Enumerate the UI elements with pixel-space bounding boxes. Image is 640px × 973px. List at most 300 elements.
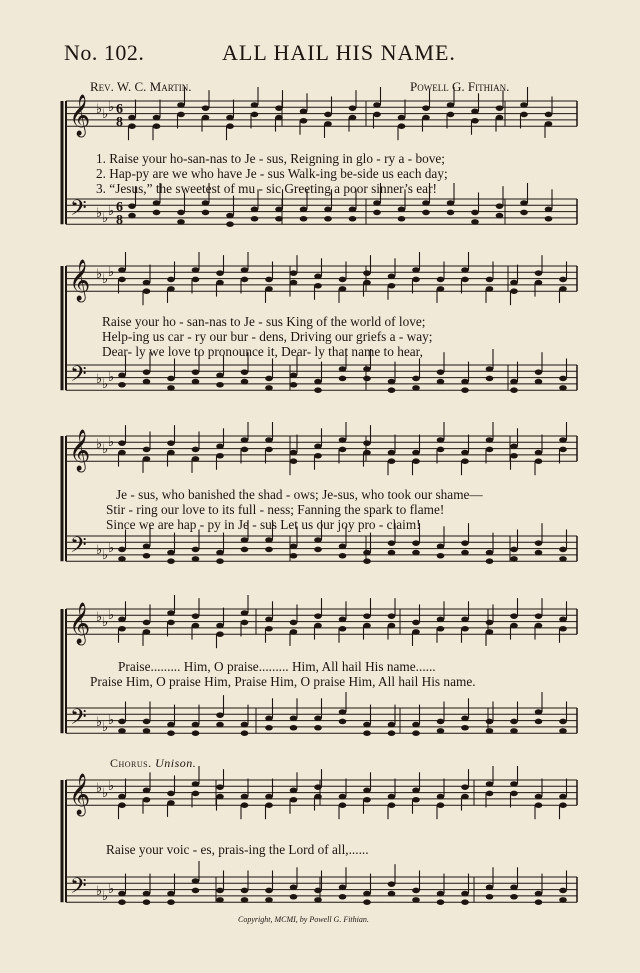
- bass-clef: 𝄢: [70, 196, 87, 226]
- note-head: [535, 540, 543, 546]
- note-head: [486, 719, 494, 725]
- note-head: [422, 115, 430, 121]
- note-head: [422, 210, 430, 216]
- note-head: [167, 558, 175, 564]
- note-head: [216, 722, 224, 728]
- note-head: [300, 216, 308, 222]
- note-head: [412, 730, 420, 736]
- note-head: [545, 207, 553, 213]
- note-head: [412, 620, 420, 626]
- note-head: [363, 450, 371, 456]
- note-head: [118, 277, 126, 283]
- note-head: [339, 447, 347, 453]
- note-head: [241, 537, 249, 543]
- note-head: [167, 800, 175, 806]
- note-head: [216, 270, 224, 276]
- note-head: [461, 450, 469, 456]
- note-head: [437, 802, 445, 808]
- note-head: [241, 447, 249, 453]
- note-head: [290, 885, 298, 891]
- note-head: [192, 547, 200, 553]
- note-head: [447, 200, 455, 206]
- flat-icon: ♭: [102, 720, 109, 735]
- note-head: [143, 620, 151, 626]
- note-head: [398, 216, 406, 222]
- note-head: [510, 556, 518, 562]
- note-head: [535, 891, 543, 897]
- note-head: [412, 629, 420, 635]
- note-head: [226, 213, 234, 219]
- flat-icon: ♭: [102, 107, 109, 122]
- note-head: [177, 102, 185, 108]
- note-head: [486, 629, 494, 635]
- note-head: [388, 623, 396, 629]
- note-head: [373, 210, 381, 216]
- note-head: [314, 794, 322, 800]
- note-head: [422, 200, 430, 206]
- flat-icon: ♭: [102, 442, 109, 457]
- note-head: [437, 553, 445, 559]
- note-head: [216, 453, 224, 459]
- note-head: [275, 105, 283, 111]
- note-head: [447, 210, 455, 216]
- note-head: [128, 115, 136, 121]
- note-head: [216, 623, 224, 629]
- flat-icon: ♭: [102, 615, 109, 630]
- note-head: [265, 286, 273, 292]
- composer-credit: Powell G. Fithian.: [410, 79, 510, 94]
- note-head: [339, 286, 347, 292]
- note-head: [275, 216, 283, 222]
- bass-clef: 𝄢: [70, 705, 87, 735]
- note-head: [373, 200, 381, 206]
- note-head: [216, 550, 224, 556]
- note-head: [412, 788, 420, 794]
- note-head: [363, 730, 371, 736]
- note-head: [486, 620, 494, 626]
- note-head: [559, 556, 567, 562]
- note-head: [192, 556, 200, 562]
- note-head: [265, 447, 273, 453]
- note-head: [412, 267, 420, 273]
- flat-icon: ♭: [108, 608, 115, 623]
- note-head: [535, 899, 543, 905]
- flat-icon: ♭: [102, 548, 109, 563]
- note-head: [290, 788, 298, 794]
- note-head: [216, 444, 224, 450]
- note-head: [510, 791, 518, 797]
- treble-clef: 𝄞: [69, 430, 91, 471]
- note-head: [437, 626, 445, 632]
- note-head: [559, 888, 567, 894]
- note-head: [118, 617, 126, 623]
- note-head: [412, 376, 420, 382]
- note-head: [314, 453, 322, 459]
- note-head: [559, 897, 567, 903]
- flat-icon: ♭: [96, 781, 103, 796]
- note-head: [241, 794, 249, 800]
- note-head: [559, 277, 567, 283]
- note-head: [559, 617, 567, 623]
- bass-clef: 𝄢: [70, 874, 87, 904]
- flat-icon: ♭: [108, 779, 115, 794]
- author-credit: Rev. W. C. Martin.: [90, 79, 192, 94]
- time-signature-bottom: 8: [116, 115, 123, 130]
- note-head: [510, 781, 518, 787]
- note-head: [300, 109, 308, 115]
- note-head: [486, 437, 494, 443]
- note-head: [265, 277, 273, 283]
- note-head: [251, 102, 259, 108]
- bass-clef: 𝄢: [70, 362, 87, 392]
- note-head: [265, 437, 273, 443]
- note-head: [559, 794, 567, 800]
- note-head: [461, 626, 469, 632]
- note-head: [486, 366, 494, 372]
- note-head: [177, 112, 185, 118]
- note-head: [226, 123, 234, 129]
- note-head: [216, 712, 224, 718]
- note-head: [559, 376, 567, 382]
- note-head: [461, 277, 469, 283]
- flat-icon: ♭: [96, 543, 103, 558]
- flat-icon: ♭: [102, 272, 109, 287]
- note-head: [510, 379, 518, 385]
- note-head: [510, 547, 518, 553]
- note-head: [545, 121, 553, 127]
- flat-icon: ♭: [96, 884, 103, 899]
- note-head: [128, 123, 136, 129]
- lyric-line: 3. “Jesus,” the sweetest of mu - sic Greeting a poor sinner’s ear!: [96, 181, 437, 196]
- note-head: [437, 728, 445, 734]
- note-head: [437, 719, 445, 725]
- note-head: [226, 221, 234, 227]
- note-head: [447, 112, 455, 118]
- note-head: [510, 894, 518, 900]
- note-head: [216, 794, 224, 800]
- note-head: [496, 203, 504, 209]
- note-head: [437, 617, 445, 623]
- note-head: [314, 283, 322, 289]
- note-head: [290, 553, 298, 559]
- note-head: [510, 288, 518, 294]
- flat-icon: ♭: [108, 370, 115, 385]
- copyright-notice: Copyright, MCMI, by Powell G. Fithian.: [238, 915, 369, 924]
- note-head: [471, 219, 479, 225]
- note-head: [118, 373, 126, 379]
- note-head: [437, 891, 445, 897]
- flat-icon: ♭: [108, 713, 115, 728]
- note-head: [241, 369, 249, 375]
- note-head: [216, 888, 224, 894]
- note-head: [461, 267, 469, 273]
- note-head: [314, 897, 322, 903]
- flat-icon: ♭: [96, 267, 103, 282]
- lyric-line: Je - sus, who banished the shad - ows; Je-sus, who took our shame—: [116, 487, 483, 502]
- note-head: [510, 728, 518, 734]
- note-head: [265, 385, 273, 391]
- note-head: [143, 369, 151, 375]
- note-head: [412, 385, 420, 391]
- note-head: [177, 219, 185, 225]
- note-head: [167, 277, 175, 283]
- note-head: [535, 794, 543, 800]
- note-head: [290, 382, 298, 388]
- staff: [66, 101, 577, 126]
- note-head: [241, 722, 249, 728]
- note-head: [486, 550, 494, 556]
- note-head: [192, 277, 200, 283]
- note-head: [118, 891, 126, 897]
- note-head: [192, 878, 200, 884]
- note-head: [461, 794, 469, 800]
- note-head: [314, 274, 322, 280]
- note-head: [520, 210, 528, 216]
- note-head: [290, 544, 298, 550]
- note-head: [388, 730, 396, 736]
- note-head: [241, 267, 249, 273]
- note-head: [363, 550, 371, 556]
- flat-icon: ♭: [102, 377, 109, 392]
- note-head: [314, 888, 322, 894]
- note-head: [241, 802, 249, 808]
- note-head: [216, 784, 224, 790]
- note-head: [486, 277, 494, 283]
- note-head: [437, 794, 445, 800]
- note-head: [241, 547, 249, 553]
- note-head: [339, 366, 347, 372]
- note-head: [437, 369, 445, 375]
- note-head: [143, 288, 151, 294]
- note-head: [535, 802, 543, 808]
- note-head: [349, 207, 357, 213]
- note-head: [510, 623, 518, 629]
- note-head: [388, 722, 396, 728]
- note-head: [143, 629, 151, 635]
- note-head: [412, 540, 420, 546]
- note-head: [192, 369, 200, 375]
- note-head: [143, 797, 151, 803]
- note-head: [192, 781, 200, 787]
- note-head: [167, 550, 175, 556]
- note-head: [118, 899, 126, 905]
- note-head: [167, 385, 175, 391]
- note-head: [143, 456, 151, 462]
- note-head: [520, 200, 528, 206]
- lyric-line: Since we are hap - py in Je - sus Let us our joy pro - claim!: [106, 517, 421, 532]
- note-head: [265, 802, 273, 808]
- note-head: [314, 387, 322, 393]
- note-head: [290, 450, 298, 456]
- time-signature-top: 6: [116, 200, 123, 215]
- lyric-line: Praise Him, O praise Him, Praise Him, O praise Him, All hail His name.: [90, 674, 476, 689]
- note-head: [559, 802, 567, 808]
- note-head: [314, 725, 322, 731]
- note-head: [192, 267, 200, 273]
- note-head: [241, 610, 249, 616]
- note-head: [265, 725, 273, 731]
- note-head: [192, 722, 200, 728]
- lyric-line: Help-ing us car - ry our bur - dens, Driving our griefs a - way;: [102, 329, 433, 344]
- note-head: [290, 797, 298, 803]
- note-head: [314, 379, 322, 385]
- lyric-line: Praise......... Him, O praise......... Him, All hail His name......: [118, 659, 436, 674]
- note-head: [422, 105, 430, 111]
- note-head: [461, 617, 469, 623]
- note-head: [339, 544, 347, 550]
- note-head: [216, 631, 224, 637]
- note-head: [349, 115, 357, 121]
- note-head: [216, 382, 224, 388]
- note-head: [167, 791, 175, 797]
- note-head: [520, 112, 528, 118]
- note-head: [314, 613, 322, 619]
- hymn-number: No. 102.: [64, 40, 145, 65]
- note-head: [486, 885, 494, 891]
- note-head: [265, 626, 273, 632]
- note-head: [192, 888, 200, 894]
- note-head: [471, 118, 479, 124]
- lyric-line: Dear- ly we love to pronounce it, Dear- ly that name to hear,: [102, 344, 423, 359]
- note-head: [118, 450, 126, 456]
- note-head: [373, 112, 381, 118]
- note-head: [290, 270, 298, 276]
- note-head: [265, 716, 273, 722]
- note-head: [363, 376, 371, 382]
- note-head: [535, 623, 543, 629]
- note-head: [388, 458, 396, 464]
- note-head: [412, 458, 420, 464]
- flat-icon: ♭: [102, 786, 109, 801]
- note-head: [153, 200, 161, 206]
- note-head: [324, 216, 332, 222]
- note-head: [388, 891, 396, 897]
- note-head: [143, 891, 151, 897]
- flat-icon: ♭: [108, 265, 115, 280]
- note-head: [118, 719, 126, 725]
- note-head: [510, 453, 518, 459]
- note-head: [559, 286, 567, 292]
- note-head: [143, 788, 151, 794]
- treble-clef: 𝄞: [69, 774, 91, 815]
- note-head: [339, 553, 347, 559]
- note-head: [143, 447, 151, 453]
- note-head: [461, 716, 469, 722]
- note-head: [265, 617, 273, 623]
- note-head: [265, 537, 273, 543]
- note-head: [167, 722, 175, 728]
- note-head: [118, 267, 126, 273]
- note-head: [216, 897, 224, 903]
- note-head: [486, 376, 494, 382]
- treble-clef: 𝄞: [69, 95, 91, 136]
- note-head: [363, 280, 371, 286]
- note-head: [363, 613, 371, 619]
- treble-clef: 𝄞: [69, 260, 91, 301]
- flat-icon: ♭: [108, 882, 115, 897]
- chorus-label: [110, 756, 196, 771]
- note-head: [535, 550, 543, 556]
- note-head: [412, 550, 420, 556]
- time-signature-bottom: 8: [116, 213, 123, 228]
- note-head: [363, 366, 371, 372]
- flat-icon: ♭: [108, 435, 115, 450]
- note-head: [167, 440, 175, 446]
- note-head: [412, 277, 420, 283]
- note-head: [167, 286, 175, 292]
- note-head: [192, 791, 200, 797]
- note-head: [153, 210, 161, 216]
- note-head: [535, 270, 543, 276]
- note-head: [373, 102, 381, 108]
- note-head: [520, 102, 528, 108]
- note-head: [437, 544, 445, 550]
- note-head: [300, 207, 308, 213]
- note-head: [412, 450, 420, 456]
- note-head: [192, 730, 200, 736]
- note-head: [510, 280, 518, 286]
- lyric-line: Raise your voic - es, prais-ing the Lord of all,......: [106, 842, 369, 857]
- note-head: [363, 891, 371, 897]
- note-head: [192, 456, 200, 462]
- note-head: [216, 280, 224, 286]
- note-head: [314, 444, 322, 450]
- note-head: [192, 613, 200, 619]
- note-head: [545, 112, 553, 118]
- note-head: [265, 547, 273, 553]
- flat-icon: ♭: [96, 610, 103, 625]
- note-head: [177, 210, 185, 216]
- note-head: [559, 719, 567, 725]
- note-head: [388, 379, 396, 385]
- note-head: [363, 623, 371, 629]
- note-head: [437, 447, 445, 453]
- note-head: [251, 112, 259, 118]
- note-head: [143, 379, 151, 385]
- note-head: [461, 550, 469, 556]
- note-head: [202, 105, 210, 111]
- note-head: [349, 216, 357, 222]
- note-head: [339, 709, 347, 715]
- flat-icon: ♭: [96, 437, 103, 452]
- note-head: [388, 450, 396, 456]
- note-head: [437, 379, 445, 385]
- note-head: [241, 437, 249, 443]
- note-head: [118, 440, 126, 446]
- note-head: [167, 610, 175, 616]
- note-head: [535, 280, 543, 286]
- note-head: [496, 105, 504, 111]
- note-head: [496, 213, 504, 219]
- note-head: [143, 719, 151, 725]
- note-head: [363, 558, 371, 564]
- note-head: [388, 794, 396, 800]
- note-head: [202, 200, 210, 206]
- note-head: [251, 207, 259, 213]
- note-head: [118, 547, 126, 553]
- note-head: [192, 623, 200, 629]
- note-head: [265, 888, 273, 894]
- note-head: [559, 728, 567, 734]
- note-head: [216, 558, 224, 564]
- note-head: [349, 105, 357, 111]
- note-head: [388, 802, 396, 808]
- note-head: [398, 115, 406, 121]
- note-head: [143, 899, 151, 905]
- lyric-line: 1. Raise your ho-san-nas to Je - sus, Reigning in glo - ry a - bove;: [96, 151, 445, 166]
- note-head: [388, 274, 396, 280]
- note-head: [192, 379, 200, 385]
